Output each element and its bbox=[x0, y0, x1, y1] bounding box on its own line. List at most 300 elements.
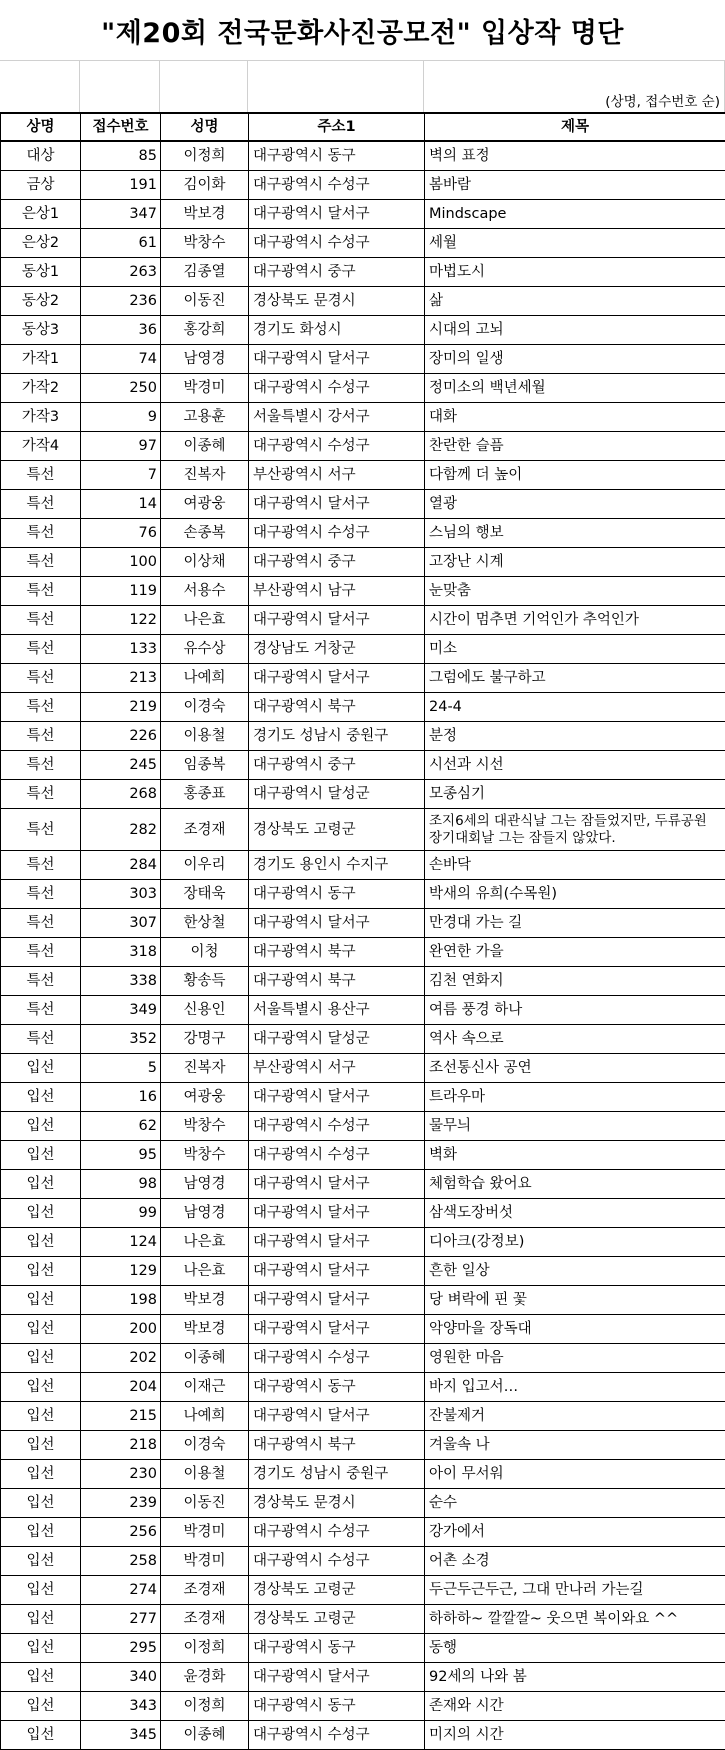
cell-entry-number[interactable]: 14 bbox=[81, 490, 161, 519]
cell-address[interactable]: 경상북도 고령군 bbox=[249, 809, 425, 851]
cell-award[interactable]: 입선 bbox=[1, 1228, 81, 1257]
table-row bbox=[1, 316, 725, 345]
cell-title[interactable]: 장미의 일생 bbox=[425, 345, 725, 374]
table-row bbox=[1, 996, 725, 1025]
cell-award[interactable]: 입선 bbox=[1, 1547, 81, 1576]
table-row bbox=[1, 693, 725, 722]
cell-name[interactable]: 윤경화 bbox=[161, 1663, 249, 1692]
cell-name[interactable]: 남영경 bbox=[161, 1170, 249, 1199]
cell-award[interactable]: 입선 bbox=[1, 1605, 81, 1634]
cell-name[interactable]: 한상철 bbox=[161, 909, 249, 938]
cell-award[interactable]: 대상 bbox=[1, 141, 81, 171]
cell-title[interactable]: 여름 풍경 하나 bbox=[425, 996, 725, 1025]
header-entry-number[interactable]: 접수번호 bbox=[81, 113, 161, 141]
cell-address[interactable]: 대구광역시 북구 bbox=[249, 967, 425, 996]
header-name[interactable]: 성명 bbox=[161, 113, 249, 141]
cell-award[interactable]: 입선 bbox=[1, 1460, 81, 1489]
cell-name[interactable]: 장태욱 bbox=[161, 880, 249, 909]
header-title[interactable]: 제목 bbox=[425, 113, 725, 141]
cell-award[interactable]: 특선 bbox=[1, 548, 81, 577]
cell-title[interactable]: 트라우마 bbox=[425, 1083, 725, 1112]
cell-entry-number[interactable]: 239 bbox=[81, 1489, 161, 1518]
table-row bbox=[1, 1576, 725, 1605]
blank-cell[interactable] bbox=[424, 61, 725, 92]
cell-address[interactable]: 서울특별시 용산구 bbox=[249, 996, 425, 1025]
cell-entry-number[interactable]: 307 bbox=[81, 909, 161, 938]
blank-cell[interactable] bbox=[160, 92, 248, 112]
cell-address[interactable]: 경기도 화성시 bbox=[249, 316, 425, 345]
cell-address[interactable]: 대구광역시 동구 bbox=[249, 1373, 425, 1402]
cell-entry-number[interactable]: 340 bbox=[81, 1663, 161, 1692]
cell-name[interactable]: 박경미 bbox=[161, 1547, 249, 1576]
cell-award[interactable]: 특선 bbox=[1, 967, 81, 996]
cell-address[interactable]: 대구광역시 달서구 bbox=[249, 200, 425, 229]
cell-name[interactable]: 나예희 bbox=[161, 664, 249, 693]
cell-name[interactable]: 강명구 bbox=[161, 1025, 249, 1054]
cell-address[interactable]: 대구광역시 수성구 bbox=[249, 432, 425, 461]
cell-address[interactable]: 대구광역시 수성구 bbox=[249, 229, 425, 258]
cell-entry-number[interactable]: 274 bbox=[81, 1576, 161, 1605]
cell-address[interactable]: 대구광역시 수성구 bbox=[249, 1518, 425, 1547]
cell-entry-number[interactable]: 74 bbox=[81, 345, 161, 374]
cell-title[interactable]: 미지의 시간 bbox=[425, 1721, 725, 1750]
blank-cell[interactable] bbox=[80, 61, 160, 92]
cell-address[interactable]: 대구광역시 수성구 bbox=[249, 1547, 425, 1576]
cell-award[interactable]: 특선 bbox=[1, 693, 81, 722]
cell-entry-number[interactable]: 295 bbox=[81, 1634, 161, 1663]
cell-name[interactable]: 이정희 bbox=[161, 141, 249, 171]
cell-address[interactable]: 경상북도 고령군 bbox=[249, 1576, 425, 1605]
cell-title[interactable]: 손바닥 bbox=[425, 851, 725, 880]
cell-address[interactable]: 대구광역시 수성구 bbox=[249, 374, 425, 403]
cell-title[interactable]: 벽의 표정 bbox=[425, 141, 725, 171]
cell-award[interactable]: 특선 bbox=[1, 909, 81, 938]
cell-name[interactable]: 나은효 bbox=[161, 1257, 249, 1286]
cell-address[interactable]: 대구광역시 달서구 bbox=[249, 1286, 425, 1315]
cell-name[interactable]: 여광웅 bbox=[161, 1083, 249, 1112]
cell-title[interactable]: 그럼에도 불구하고 bbox=[425, 664, 725, 693]
cell-award[interactable]: 동상1 bbox=[1, 258, 81, 287]
cell-title[interactable]: 스님의 행보 bbox=[425, 519, 725, 548]
cell-address[interactable]: 대구광역시 수성구 bbox=[249, 171, 425, 200]
cell-award[interactable]: 입선 bbox=[1, 1692, 81, 1721]
cell-address[interactable]: 대구광역시 동구 bbox=[249, 1692, 425, 1721]
cell-award[interactable]: 입선 bbox=[1, 1112, 81, 1141]
cell-entry-number[interactable]: 343 bbox=[81, 1692, 161, 1721]
cell-entry-number[interactable]: 124 bbox=[81, 1228, 161, 1257]
cell-title[interactable]: 다함께 더 높이 bbox=[425, 461, 725, 490]
cell-address[interactable]: 대구광역시 달서구 bbox=[249, 1315, 425, 1344]
cell-address[interactable]: 경기도 용인시 수지구 bbox=[249, 851, 425, 880]
cell-award[interactable]: 입선 bbox=[1, 1576, 81, 1605]
cell-award[interactable]: 특선 bbox=[1, 1025, 81, 1054]
cell-address[interactable]: 대구광역시 북구 bbox=[249, 1431, 425, 1460]
cell-title[interactable]: 92세의 나와 봄 bbox=[425, 1663, 725, 1692]
cell-address[interactable]: 대구광역시 달서구 bbox=[249, 1083, 425, 1112]
cell-address[interactable]: 대구광역시 북구 bbox=[249, 693, 425, 722]
cell-name[interactable]: 남영경 bbox=[161, 345, 249, 374]
cell-entry-number[interactable]: 352 bbox=[81, 1025, 161, 1054]
cell-name[interactable]: 임종복 bbox=[161, 751, 249, 780]
cell-name[interactable]: 이상채 bbox=[161, 548, 249, 577]
cell-name[interactable]: 서용수 bbox=[161, 577, 249, 606]
cell-title[interactable]: 강가에서 bbox=[425, 1518, 725, 1547]
cell-title[interactable]: 삼색도장버섯 bbox=[425, 1199, 725, 1228]
cell-name[interactable]: 박경미 bbox=[161, 374, 249, 403]
cell-award[interactable]: 입선 bbox=[1, 1286, 81, 1315]
cell-title[interactable]: 조선통신사 공연 bbox=[425, 1054, 725, 1083]
cell-award[interactable]: 특선 bbox=[1, 461, 81, 490]
cell-name[interactable]: 이경숙 bbox=[161, 1431, 249, 1460]
cell-name[interactable]: 박창수 bbox=[161, 1112, 249, 1141]
cell-address[interactable]: 경상남도 거창군 bbox=[249, 635, 425, 664]
cell-award[interactable]: 특선 bbox=[1, 519, 81, 548]
cell-name[interactable]: 이종혜 bbox=[161, 1344, 249, 1373]
cell-title[interactable]: 영원한 마음 bbox=[425, 1344, 725, 1373]
table-row bbox=[1, 490, 725, 519]
cell-entry-number[interactable]: 258 bbox=[81, 1547, 161, 1576]
cell-entry-number[interactable]: 230 bbox=[81, 1460, 161, 1489]
cell-entry-number[interactable]: 85 bbox=[81, 141, 161, 171]
cell-address[interactable]: 대구광역시 동구 bbox=[249, 880, 425, 909]
cell-award[interactable]: 입선 bbox=[1, 1199, 81, 1228]
table-row bbox=[1, 1228, 725, 1257]
cell-award[interactable]: 특선 bbox=[1, 664, 81, 693]
cell-title[interactable]: 찬란한 슬픔 bbox=[425, 432, 725, 461]
cell-title[interactable]: 고장난 시계 bbox=[425, 548, 725, 577]
cell-name[interactable]: 박창수 bbox=[161, 229, 249, 258]
cell-entry-number[interactable]: 347 bbox=[81, 200, 161, 229]
cell-entry-number[interactable]: 95 bbox=[81, 1141, 161, 1170]
cell-name[interactable]: 홍강희 bbox=[161, 316, 249, 345]
cell-name[interactable]: 조경재 bbox=[161, 1576, 249, 1605]
cell-address[interactable]: 부산광역시 서구 bbox=[249, 461, 425, 490]
cell-entry-number[interactable]: 284 bbox=[81, 851, 161, 880]
cell-name[interactable]: 나은효 bbox=[161, 606, 249, 635]
cell-award[interactable]: 입선 bbox=[1, 1170, 81, 1199]
cell-address[interactable]: 대구광역시 중구 bbox=[249, 258, 425, 287]
header-address[interactable]: 주소1 bbox=[249, 113, 425, 141]
cell-title[interactable]: 흔한 일상 bbox=[425, 1257, 725, 1286]
cell-title[interactable]: 두근두근두근, 그대 만나러 가는길 bbox=[425, 1576, 725, 1605]
cell-award[interactable]: 특선 bbox=[1, 809, 81, 851]
cell-title[interactable]: 모종심기 bbox=[425, 780, 725, 809]
cell-title[interactable]: 어촌 소경 bbox=[425, 1547, 725, 1576]
cell-award[interactable]: 특선 bbox=[1, 780, 81, 809]
cell-entry-number[interactable]: 218 bbox=[81, 1431, 161, 1460]
cell-entry-number[interactable]: 250 bbox=[81, 374, 161, 403]
cell-award[interactable]: 입선 bbox=[1, 1373, 81, 1402]
cell-name[interactable]: 조경재 bbox=[161, 809, 249, 851]
cell-award[interactable]: 특선 bbox=[1, 577, 81, 606]
cell-award[interactable]: 가작2 bbox=[1, 374, 81, 403]
cell-title[interactable]: 봄바람 bbox=[425, 171, 725, 200]
header-award[interactable]: 상명 bbox=[1, 113, 81, 141]
cell-entry-number[interactable]: 198 bbox=[81, 1286, 161, 1315]
blank-cell[interactable] bbox=[160, 61, 248, 92]
cell-address[interactable]: 대구광역시 달서구 bbox=[249, 606, 425, 635]
cell-address[interactable]: 대구광역시 달서구 bbox=[249, 664, 425, 693]
cell-entry-number[interactable]: 16 bbox=[81, 1083, 161, 1112]
cell-entry-number[interactable]: 122 bbox=[81, 606, 161, 635]
cell-award[interactable]: 입선 bbox=[1, 1344, 81, 1373]
cell-entry-number[interactable]: 345 bbox=[81, 1721, 161, 1750]
cell-title[interactable]: 잔불제거 bbox=[425, 1402, 725, 1431]
cell-address[interactable]: 경기도 성남시 중원구 bbox=[249, 722, 425, 751]
cell-entry-number[interactable]: 62 bbox=[81, 1112, 161, 1141]
blank-cell[interactable] bbox=[248, 92, 424, 112]
cell-name[interactable]: 이청 bbox=[161, 938, 249, 967]
cell-address[interactable]: 부산광역시 서구 bbox=[249, 1054, 425, 1083]
cell-award[interactable]: 입선 bbox=[1, 1634, 81, 1663]
cell-title[interactable]: 시간이 멈추면 기억인가 추억인가 bbox=[425, 606, 725, 635]
cell-name[interactable]: 이경숙 bbox=[161, 693, 249, 722]
table-row bbox=[1, 938, 725, 967]
cell-title[interactable]: 바지 입고서… bbox=[425, 1373, 725, 1402]
cell-address[interactable]: 대구광역시 달서구 bbox=[249, 1402, 425, 1431]
cell-award[interactable]: 입선 bbox=[1, 1054, 81, 1083]
cell-entry-number[interactable]: 318 bbox=[81, 938, 161, 967]
cell-name[interactable]: 이정희 bbox=[161, 1692, 249, 1721]
cell-address[interactable]: 대구광역시 달서구 bbox=[249, 490, 425, 519]
table-row bbox=[1, 1257, 725, 1286]
cell-name[interactable]: 이종혜 bbox=[161, 1721, 249, 1750]
cell-title[interactable]: 하하하~ 깔깔깔~ 웃으면 복이와요 ^^ bbox=[425, 1605, 725, 1634]
cell-entry-number[interactable]: 277 bbox=[81, 1605, 161, 1634]
cell-name[interactable]: 여광웅 bbox=[161, 490, 249, 519]
cell-name[interactable]: 이동진 bbox=[161, 287, 249, 316]
cell-name[interactable]: 진복자 bbox=[161, 1054, 249, 1083]
cell-name[interactable]: 이종혜 bbox=[161, 432, 249, 461]
cell-address[interactable]: 경기도 성남시 중원구 bbox=[249, 1460, 425, 1489]
cell-title[interactable]: 세월 bbox=[425, 229, 725, 258]
cell-title[interactable]: 시선과 시선 bbox=[425, 751, 725, 780]
cell-address[interactable]: 대구광역시 달서구 bbox=[249, 909, 425, 938]
cell-name[interactable]: 이동진 bbox=[161, 1489, 249, 1518]
cell-entry-number[interactable]: 204 bbox=[81, 1373, 161, 1402]
table-row bbox=[1, 1431, 725, 1460]
cell-address[interactable]: 대구광역시 동구 bbox=[249, 1634, 425, 1663]
cell-entry-number[interactable]: 97 bbox=[81, 432, 161, 461]
cell-entry-number[interactable]: 76 bbox=[81, 519, 161, 548]
cell-title[interactable]: 눈맞춤 bbox=[425, 577, 725, 606]
cell-address[interactable]: 대구광역시 수성구 bbox=[249, 1344, 425, 1373]
cell-award[interactable]: 입선 bbox=[1, 1315, 81, 1344]
cell-award[interactable]: 동상3 bbox=[1, 316, 81, 345]
cell-entry-number[interactable]: 236 bbox=[81, 287, 161, 316]
cell-name[interactable]: 나은효 bbox=[161, 1228, 249, 1257]
cell-address[interactable]: 경상북도 문경시 bbox=[249, 1489, 425, 1518]
cell-award[interactable]: 특선 bbox=[1, 880, 81, 909]
cell-entry-number[interactable]: 256 bbox=[81, 1518, 161, 1547]
cell-name[interactable]: 나예희 bbox=[161, 1402, 249, 1431]
cell-award[interactable]: 특선 bbox=[1, 938, 81, 967]
cell-entry-number[interactable]: 98 bbox=[81, 1170, 161, 1199]
cell-award[interactable]: 입선 bbox=[1, 1083, 81, 1112]
cell-award[interactable]: 입선 bbox=[1, 1431, 81, 1460]
cell-award[interactable]: 입선 bbox=[1, 1663, 81, 1692]
cell-entry-number[interactable]: 7 bbox=[81, 461, 161, 490]
cell-title[interactable]: 미소 bbox=[425, 635, 725, 664]
cell-entry-number[interactable]: 5 bbox=[81, 1054, 161, 1083]
cell-name[interactable]: 이우리 bbox=[161, 851, 249, 880]
cell-name[interactable]: 유수상 bbox=[161, 635, 249, 664]
cell-address[interactable]: 대구광역시 수성구 bbox=[249, 1112, 425, 1141]
cell-name[interactable]: 박창수 bbox=[161, 1141, 249, 1170]
cell-entry-number[interactable]: 61 bbox=[81, 229, 161, 258]
cell-entry-number[interactable]: 191 bbox=[81, 171, 161, 200]
cell-address[interactable]: 대구광역시 달성군 bbox=[249, 780, 425, 809]
cell-name[interactable]: 고용훈 bbox=[161, 403, 249, 432]
cell-address[interactable]: 서울특별시 강서구 bbox=[249, 403, 425, 432]
cell-entry-number[interactable]: 133 bbox=[81, 635, 161, 664]
cell-entry-number[interactable]: 268 bbox=[81, 780, 161, 809]
cell-title[interactable]: 김천 연화지 bbox=[425, 967, 725, 996]
blank-cell[interactable] bbox=[0, 92, 80, 112]
cell-entry-number[interactable]: 219 bbox=[81, 693, 161, 722]
cell-entry-number[interactable]: 263 bbox=[81, 258, 161, 287]
cell-entry-number[interactable]: 129 bbox=[81, 1257, 161, 1286]
cell-address[interactable]: 대구광역시 수성구 bbox=[249, 1141, 425, 1170]
cell-award[interactable]: 입선 bbox=[1, 1141, 81, 1170]
cell-entry-number[interactable]: 36 bbox=[81, 316, 161, 345]
cell-name[interactable]: 신용인 bbox=[161, 996, 249, 1025]
cell-title[interactable]: 벽화 bbox=[425, 1141, 725, 1170]
cell-entry-number[interactable]: 303 bbox=[81, 880, 161, 909]
cell-title[interactable]: 24-4 bbox=[425, 693, 725, 722]
cell-name[interactable]: 홍종표 bbox=[161, 780, 249, 809]
cell-title[interactable]: 마법도시 bbox=[425, 258, 725, 287]
cell-address[interactable]: 대구광역시 달서구 bbox=[249, 1228, 425, 1257]
cell-address[interactable]: 부산광역시 남구 bbox=[249, 577, 425, 606]
cell-award[interactable]: 특선 bbox=[1, 606, 81, 635]
cell-name[interactable]: 황송득 bbox=[161, 967, 249, 996]
cell-entry-number[interactable]: 100 bbox=[81, 548, 161, 577]
cell-entry-number[interactable]: 245 bbox=[81, 751, 161, 780]
cell-title[interactable]: 물무늬 bbox=[425, 1112, 725, 1141]
cell-award[interactable]: 특선 bbox=[1, 851, 81, 880]
cell-address[interactable]: 대구광역시 달서구 bbox=[249, 1170, 425, 1199]
cell-award[interactable]: 입선 bbox=[1, 1489, 81, 1518]
cell-title[interactable]: 정미소의 백년세월 bbox=[425, 374, 725, 403]
cell-address[interactable]: 경상북도 고령군 bbox=[249, 1605, 425, 1634]
cell-entry-number[interactable]: 349 bbox=[81, 996, 161, 1025]
cell-entry-number[interactable]: 226 bbox=[81, 722, 161, 751]
cell-award[interactable]: 은상2 bbox=[1, 229, 81, 258]
blank-cell[interactable] bbox=[248, 61, 424, 92]
cell-title[interactable]: 조지6세의 대관식날 그는 잠들었지만, 두류공원 장기대회날 그는 잠들지 않았다. bbox=[425, 809, 725, 851]
cell-title[interactable]: 박새의 유희(수목원) bbox=[425, 880, 725, 909]
cell-name[interactable]: 김종열 bbox=[161, 258, 249, 287]
cell-address[interactable]: 대구광역시 수성구 bbox=[249, 519, 425, 548]
cell-address[interactable]: 대구광역시 북구 bbox=[249, 938, 425, 967]
cell-title[interactable]: 디아크(강정보) bbox=[425, 1228, 725, 1257]
cell-title[interactable]: 순수 bbox=[425, 1489, 725, 1518]
cell-title[interactable]: 아이 무서워 bbox=[425, 1460, 725, 1489]
cell-name[interactable]: 조경재 bbox=[161, 1605, 249, 1634]
cell-entry-number[interactable]: 282 bbox=[81, 809, 161, 851]
cell-title[interactable]: 겨울속 나 bbox=[425, 1431, 725, 1460]
cell-title[interactable]: 체험학습 왔어요 bbox=[425, 1170, 725, 1199]
cell-address[interactable]: 대구광역시 달서구 bbox=[249, 1663, 425, 1692]
cell-address[interactable]: 경상북도 문경시 bbox=[249, 287, 425, 316]
cell-address[interactable]: 대구광역시 달서구 bbox=[249, 345, 425, 374]
cell-award[interactable]: 가작4 bbox=[1, 432, 81, 461]
cell-name[interactable]: 이용철 bbox=[161, 1460, 249, 1489]
cell-entry-number[interactable]: 200 bbox=[81, 1315, 161, 1344]
cell-award[interactable]: 동상2 bbox=[1, 287, 81, 316]
title-row bbox=[0, 0, 725, 60]
cell-name[interactable]: 박보경 bbox=[161, 1315, 249, 1344]
cell-name[interactable]: 진복자 bbox=[161, 461, 249, 490]
cell-address[interactable]: 대구광역시 수성구 bbox=[249, 1721, 425, 1750]
cell-name[interactable]: 이정희 bbox=[161, 1634, 249, 1663]
cell-name[interactable]: 박보경 bbox=[161, 1286, 249, 1315]
cell-name[interactable]: 남영경 bbox=[161, 1199, 249, 1228]
cell-title[interactable]: 역사 속으로 bbox=[425, 1025, 725, 1054]
cell-title[interactable]: 완연한 가을 bbox=[425, 938, 725, 967]
cell-title[interactable]: 분정 bbox=[425, 722, 725, 751]
cell-award[interactable]: 입선 bbox=[1, 1721, 81, 1750]
cell-title[interactable]: Mindscape bbox=[425, 200, 725, 229]
blank-cell[interactable] bbox=[0, 61, 80, 92]
cell-award[interactable]: 금상 bbox=[1, 171, 81, 200]
cell-address[interactable]: 대구광역시 중구 bbox=[249, 751, 425, 780]
cell-entry-number[interactable]: 119 bbox=[81, 577, 161, 606]
cell-title[interactable]: 대화 bbox=[425, 403, 725, 432]
cell-award[interactable]: 특선 bbox=[1, 635, 81, 664]
cell-address[interactable]: 대구광역시 달서구 bbox=[249, 1199, 425, 1228]
cell-entry-number[interactable]: 202 bbox=[81, 1344, 161, 1373]
cell-award[interactable]: 특선 bbox=[1, 722, 81, 751]
cell-title[interactable]: 당 벼락에 핀 꽃 bbox=[425, 1286, 725, 1315]
cell-award[interactable]: 입선 bbox=[1, 1257, 81, 1286]
cell-name[interactable]: 이용철 bbox=[161, 722, 249, 751]
cell-award[interactable]: 은상1 bbox=[1, 200, 81, 229]
cell-name[interactable]: 박경미 bbox=[161, 1518, 249, 1547]
cell-award[interactable]: 특선 bbox=[1, 996, 81, 1025]
cell-name[interactable]: 손종복 bbox=[161, 519, 249, 548]
cell-title[interactable]: 만경대 가는 길 bbox=[425, 909, 725, 938]
cell-name[interactable]: 김이화 bbox=[161, 171, 249, 200]
cell-title[interactable]: 동행 bbox=[425, 1634, 725, 1663]
cell-award[interactable]: 특선 bbox=[1, 490, 81, 519]
cell-award[interactable]: 입선 bbox=[1, 1402, 81, 1431]
cell-title[interactable]: 열광 bbox=[425, 490, 725, 519]
cell-title[interactable]: 존재와 시간 bbox=[425, 1692, 725, 1721]
cell-award[interactable]: 입선 bbox=[1, 1518, 81, 1547]
cell-title[interactable]: 시대의 고뇌 bbox=[425, 316, 725, 345]
cell-award[interactable]: 가작3 bbox=[1, 403, 81, 432]
cell-name[interactable]: 이재근 bbox=[161, 1373, 249, 1402]
cell-entry-number[interactable]: 338 bbox=[81, 967, 161, 996]
cell-title[interactable]: 악양마을 장독대 bbox=[425, 1315, 725, 1344]
cell-address[interactable]: 대구광역시 달서구 bbox=[249, 1257, 425, 1286]
cell-award[interactable]: 가작1 bbox=[1, 345, 81, 374]
cell-address[interactable]: 대구광역시 동구 bbox=[249, 141, 425, 171]
cell-award[interactable]: 특선 bbox=[1, 751, 81, 780]
cell-entry-number[interactable]: 99 bbox=[81, 1199, 161, 1228]
cell-entry-number[interactable]: 215 bbox=[81, 1402, 161, 1431]
cell-entry-number[interactable]: 213 bbox=[81, 664, 161, 693]
cell-title[interactable]: 삶 bbox=[425, 287, 725, 316]
cell-address[interactable]: 대구광역시 중구 bbox=[249, 548, 425, 577]
blank-cell[interactable] bbox=[80, 92, 160, 112]
cell-entry-number[interactable]: 9 bbox=[81, 403, 161, 432]
cell-address[interactable]: 대구광역시 달성군 bbox=[249, 1025, 425, 1054]
table-row bbox=[1, 664, 725, 693]
cell-name[interactable]: 박보경 bbox=[161, 200, 249, 229]
